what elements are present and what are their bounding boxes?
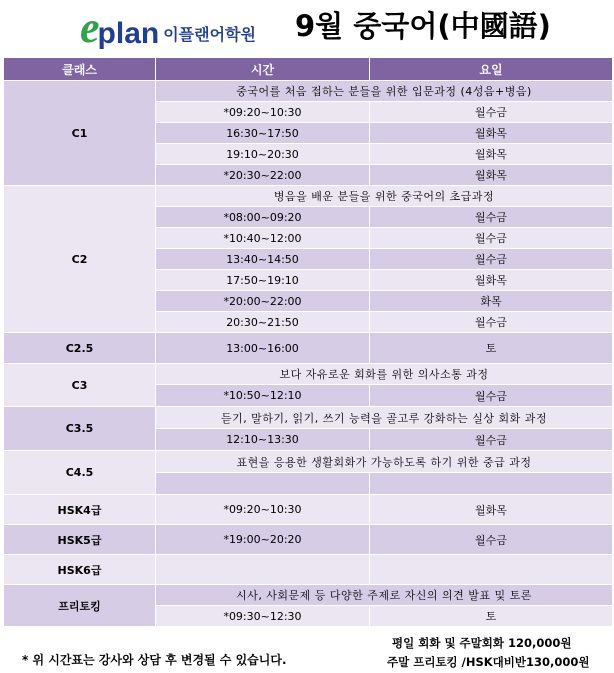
class-name: C3.5 bbox=[4, 407, 156, 451]
table-row bbox=[4, 364, 613, 385]
class-description: 표현을 응용한 생활회화가 가능하도록 하기 위한 중급 과정 bbox=[156, 451, 613, 473]
table-row bbox=[4, 585, 613, 606]
time-cell: 17:50~19:10 bbox=[156, 270, 370, 291]
schedule-change-note: * 위 시간표는 강사와 상담 후 변경될 수 있습니다. bbox=[22, 653, 287, 667]
logo-plan: plan bbox=[97, 17, 160, 50]
days-cell bbox=[370, 555, 613, 585]
days-cell: 월화목 bbox=[370, 165, 613, 186]
class-name: C2.5 bbox=[4, 333, 156, 364]
logo-korean: 이플랜어학원 bbox=[163, 25, 256, 44]
time-cell: 16:30~17:50 bbox=[156, 123, 370, 144]
time-cell: *10:40~12:00 bbox=[156, 228, 370, 249]
days-cell: 월수금 bbox=[370, 228, 613, 249]
time-cell: 12:10~13:30 bbox=[156, 429, 370, 451]
time-cell: *20:30~22:00 bbox=[156, 165, 370, 186]
days-cell: 월화목 bbox=[370, 144, 613, 165]
class-description: 중국어를 처음 접하는 분들을 위한 입문과정 (4성음+병음) bbox=[156, 81, 613, 102]
class-description: 보다 자유로운 회화를 위한 의사소통 과정 bbox=[156, 364, 613, 385]
class-name: HSK5급 bbox=[4, 525, 156, 555]
time-cell: 20:30~21:50 bbox=[156, 312, 370, 333]
days-cell: 월수금 bbox=[370, 207, 613, 228]
days-cell: 월수금 bbox=[370, 102, 613, 123]
days-cell: 토 bbox=[370, 606, 613, 627]
days-cell: 월화목 bbox=[370, 270, 613, 291]
table-row bbox=[4, 451, 613, 473]
class-description: 듣기, 말하기, 읽기, 쓰기 능력을 골고루 강화하는 실상 회화 과정 bbox=[156, 407, 613, 429]
table-row bbox=[4, 525, 613, 555]
days-cell: 토 bbox=[370, 333, 613, 364]
price-weekday: 평일 회화 및 주말회화 120,000원 bbox=[392, 636, 572, 650]
time-cell bbox=[156, 473, 370, 495]
class-name: 프리토킹 bbox=[4, 585, 156, 627]
time-cell: *20:00~22:00 bbox=[156, 291, 370, 312]
header-days: 요일 bbox=[370, 58, 613, 81]
class-name: C4.5 bbox=[4, 451, 156, 495]
time-cell: *09:20~10:30 bbox=[156, 102, 370, 123]
class-name: C3 bbox=[4, 364, 156, 407]
time-cell: *10:50~12:10 bbox=[156, 385, 370, 407]
schedule-table bbox=[3, 57, 613, 627]
time-cell: *08:00~09:20 bbox=[156, 207, 370, 228]
header-time: 시간 bbox=[156, 58, 370, 81]
days-cell: 월수금 bbox=[370, 385, 613, 407]
header-class: 클래스 bbox=[4, 58, 156, 81]
days-cell: 월화목 bbox=[370, 495, 613, 525]
time-cell bbox=[156, 555, 370, 585]
eplan-logo bbox=[80, 4, 256, 50]
class-description: 시사, 사회문제 등 다양한 주제로 자신의 의견 발표 및 토론 bbox=[156, 585, 613, 606]
class-name: HSK4급 bbox=[4, 495, 156, 525]
class-description: 병음을 배운 분들을 위한 중국어의 초급과정 bbox=[156, 186, 613, 207]
time-cell: 19:10~20:30 bbox=[156, 144, 370, 165]
days-cell: 월수금 bbox=[370, 249, 613, 270]
logo-e: e bbox=[80, 3, 100, 52]
days-cell: 월수금 bbox=[370, 429, 613, 451]
table-row bbox=[4, 333, 613, 364]
days-cell bbox=[370, 473, 613, 495]
table-row bbox=[4, 495, 613, 525]
table-row bbox=[4, 555, 613, 585]
price-weekend: 주말 프리토킹 /HSK대비반130,000원 bbox=[387, 655, 590, 669]
table-row bbox=[4, 186, 613, 207]
time-cell: *09:20~10:30 bbox=[156, 495, 370, 525]
time-cell: 13:40~14:50 bbox=[156, 249, 370, 270]
table-header-row bbox=[4, 58, 613, 81]
class-name: HSK6급 bbox=[4, 555, 156, 585]
time-cell: *19:00~20:20 bbox=[156, 525, 370, 555]
class-name: C1 bbox=[4, 81, 156, 186]
class-name: C2 bbox=[4, 186, 156, 333]
page-title: 9월 중국어(中國語) bbox=[295, 9, 551, 43]
header bbox=[0, 0, 614, 56]
table-row bbox=[4, 407, 613, 429]
time-cell: *09:30~12:30 bbox=[156, 606, 370, 627]
days-cell: 월수금 bbox=[370, 525, 613, 555]
days-cell: 월수금 bbox=[370, 312, 613, 333]
table-row bbox=[4, 81, 613, 102]
days-cell: 월화목 bbox=[370, 123, 613, 144]
days-cell: 화목 bbox=[370, 291, 613, 312]
time-cell: 13:00~16:00 bbox=[156, 333, 370, 364]
